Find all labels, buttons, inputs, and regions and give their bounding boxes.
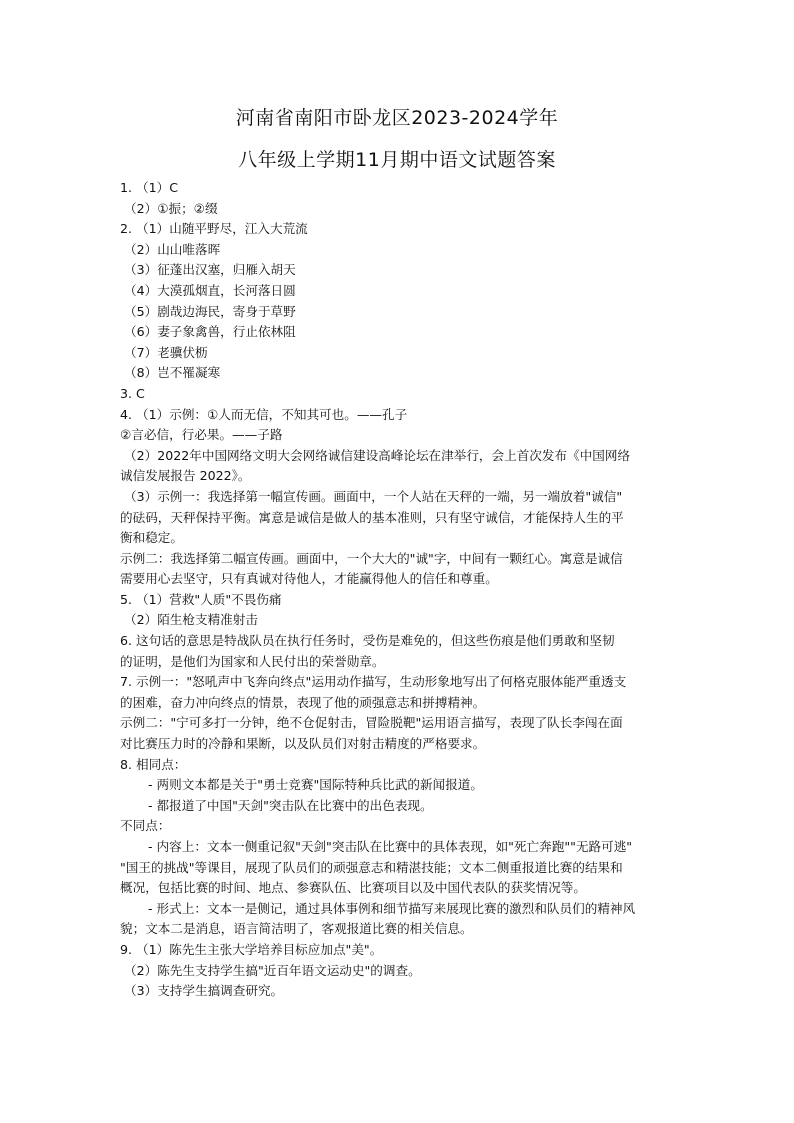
answer-line: （3）示例一：我选择第一幅宣传画。画面中，一个人站在天秤的一端，另一端放着"诚信" [124, 488, 623, 504]
answer-line: 对比赛压力时的冷静和果断，以及队员们对射击精度的严格要求。 [120, 736, 486, 752]
answer-line: （6）妻子象禽兽，行止依林阻 [124, 324, 296, 340]
answer-line: - 形式上：文本一是侧记，通过具体事例和细节描写来展现比赛的激烈和队员们的精神风 [148, 900, 636, 916]
answer-line: （3）支持学生搞调查研究。 [124, 983, 284, 999]
answer-line: （2）陌生枪支精准射击 [124, 612, 258, 628]
answer-line: 2. （1）山随平野尽，江入大荒流 [120, 221, 308, 237]
answer-line: 5. （1）营救"人质"不畏伤痛 [120, 591, 282, 607]
title-line-2: 八年级上学期11月期中语文试题答案 [238, 149, 556, 171]
answer-line: 的砝码，天秤保持平衡。寓意是诚信是做人的基本准则，只有坚守诚信，才能保持人生的平 [120, 509, 624, 525]
answer-line: - 都报道了中国"天剑"突击队在比赛中的出色表现。 [148, 797, 433, 813]
answer-line: 4. （1）示例：①人而无信，不知其可也。——孔子 [120, 406, 408, 422]
title-line-1: 河南省南阳市卧龙区2023-2024学年 [235, 107, 559, 129]
answer-line: 的困难，奋力冲向终点的情景，表现了他的顽强意志和拼搏精神。 [120, 694, 486, 710]
answer-body [120, 178, 680, 1002]
answer-line: 3. C [120, 385, 145, 401]
answer-line: - 两则文本都是关于"勇士竞赛"国际特种兵比武的新闻报道。 [148, 777, 483, 793]
answer-line: - 内容上：文本一侧重记叙"天剑"突击队在比赛中的具体表现，如"死亡奔跑""无路可逃" [148, 839, 633, 854]
answer-line: （2）山山唯落晖 [124, 241, 221, 257]
answer-line: 需要用心去坚守，只有真诚对待他人，才能赢得他人的信任和尊重。 [120, 571, 498, 587]
answer-line: 1. （1）C [120, 180, 179, 195]
answer-line: 示例二：我选择第二幅宣传画。画面中，一个大大的"诚"字，中间有一颗红心。寓意是诚信 [120, 550, 623, 566]
answer-line: 的证明，是他们为国家和人民付出的荣誉勋章。 [120, 653, 385, 669]
answer-line: 诚信发展报告 2022》。 [120, 468, 251, 484]
answer-line: 貌；文本二是消息，语言简洁明了，客观报道比赛的相关信息。 [120, 921, 473, 937]
answer-line: 衡和稳定。 [120, 530, 183, 546]
answer-line: "国王的挑战"等课目，展现了队员们的顽强意志和精湛技能；文本二侧重报道比赛的结果和 [120, 859, 623, 875]
answer-line: 6. 这句话的意思是特战队员在执行任务时，受伤是难免的，但这些伤痕是他们勇敢和坚韧 [120, 633, 615, 649]
answer-line: （3）征蓬出汉塞，归雁入胡天 [124, 262, 296, 278]
answer-line: （5）剧哉边海民，寄身于草野 [124, 303, 296, 319]
answer-line: （7）老骥伏枥 [124, 344, 208, 360]
answer-line: （2）陈先生支持学生搞"近百年语文运动史"的调查。 [124, 962, 421, 978]
answer-line: （2）①振；②缀 [124, 200, 218, 216]
answer-line: 7. 示例一："怒吼声中飞奔向终点"运用动作描写，生动形象地写出了何格克服体能严重透支 [120, 674, 627, 690]
answer-line: （8）岂不罹凝寒 [124, 365, 221, 381]
answer-line: 9. （1）陈先生主张大学培养目标应加点"美"。 [120, 941, 383, 957]
answer-line: ②言必信，行必果。——子路 [120, 427, 283, 443]
answer-line: 概况，包括比赛的时间、地点、参赛队伍、比赛项目以及中国代表队的获奖情况等。 [120, 880, 586, 896]
answer-line: 示例二："宁可多打一分钟，绝不仓促射击，冒险脱靶"运用语言描写，表现了队长李闯在面 [120, 715, 623, 731]
answer-line: 不同点： [120, 818, 171, 834]
answer-line: （2）2022年中国网络文明大会网络诚信建设高峰论坛在津举行，会上首次发布《中国网络 [124, 447, 631, 463]
answer-line: 8. 相同点： [120, 756, 187, 772]
answer-line: （4）大漠孤烟直，长河落日圆 [124, 282, 296, 298]
